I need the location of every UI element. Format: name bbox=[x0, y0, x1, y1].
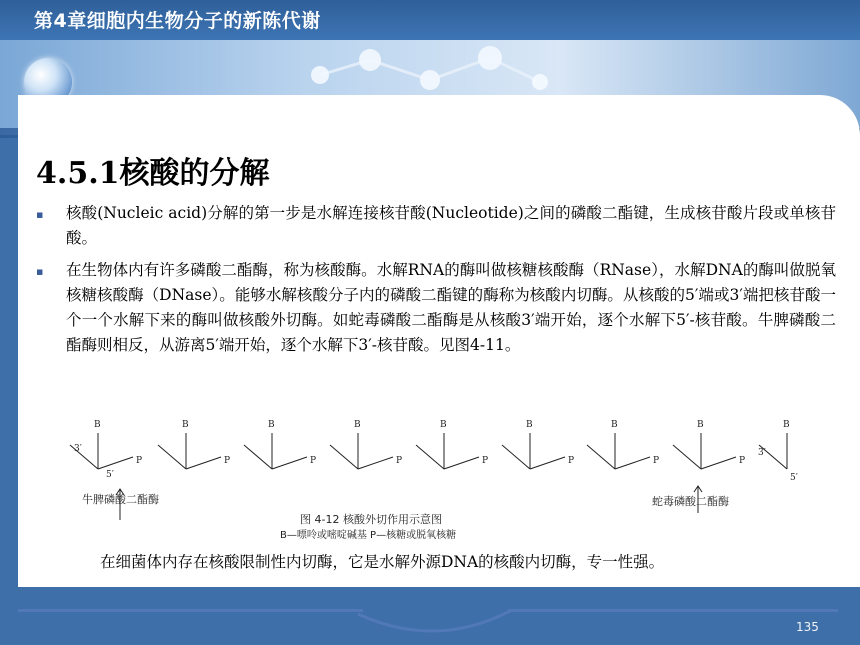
base-label: B bbox=[526, 420, 533, 430]
paragraph-1: 核酸(Nucleic acid)分解的第一步是水解连接核苷酸(Nucleotide)之间的磷酸二酯键，生成核苷酸片段或单核苷酸。 bbox=[66, 204, 836, 247]
left-enzyme-label: 牛脾磷酸二酯酶 bbox=[82, 493, 159, 506]
base-label: B bbox=[783, 420, 790, 430]
paragraph-2: 在生物体内有许多磷酸二酯酶，称为核酸酶。水解RNA的酶叫做核糖核酸酶（RNase），水解DNA的酶叫做脱氧核糖核酸酶（DNase）。能够水解核酸分子内的磷酸二酯键的酶称为核酸内切酶。从核酸的5′端或3′端把核苷酸一个一个水解下来的酶叫做核酸外切酶。如蛇毒磷酸二酯酶是从核酸3′端开始，逐个水解下5′-核苷酸。牛脾磷酸二酯酶则相反，从游离5′端开始，逐个水解下3′-核苷酸。见图4-11。 bbox=[66, 261, 836, 354]
page-number: 135 bbox=[796, 620, 819, 634]
figure-legend: B—嘌呤或嘧啶碱基 P—核糖或脱氧核糖 bbox=[280, 530, 457, 540]
phosphate-label: P bbox=[396, 456, 403, 466]
base-label: B bbox=[268, 420, 275, 430]
phosphate-label: P bbox=[568, 456, 575, 466]
bottom-arc-decoration bbox=[356, 600, 516, 640]
end5-label-left: 5′ bbox=[106, 470, 114, 480]
bottom-divider-left bbox=[18, 609, 363, 612]
exonuclease-figure bbox=[60, 405, 820, 540]
phosphate-label: P bbox=[224, 456, 231, 466]
base-label: B bbox=[354, 420, 361, 430]
bullet-marker: ▪ bbox=[36, 208, 44, 221]
base-label: B bbox=[611, 420, 618, 430]
base-label: B bbox=[182, 420, 189, 430]
end3-label-left: 3′ bbox=[74, 444, 82, 454]
figure-caption: 在细菌体内存在核酸限制性内切酶，它是水解外源DNA的核酸内切酶，专一性强。 bbox=[100, 553, 665, 571]
phosphate-label: P bbox=[482, 456, 489, 466]
figure-title: 图 4-12 核酸外切作用示意图 bbox=[300, 513, 442, 526]
end5-label-right: 5′ bbox=[790, 473, 798, 483]
base-label: B bbox=[94, 420, 101, 430]
right-enzyme-label: 蛇毒磷酸二酯酶 bbox=[652, 495, 729, 508]
end3-label-right: 3′ bbox=[758, 448, 766, 458]
bottom-divider-right bbox=[508, 609, 838, 612]
phosphate-label: P bbox=[653, 456, 660, 466]
phosphate-label: P bbox=[739, 456, 746, 466]
base-label: B bbox=[440, 420, 447, 430]
phosphate-label: P bbox=[136, 456, 143, 466]
phosphate-label: P bbox=[310, 456, 317, 466]
section-title: 4.5.1核酸的分解 bbox=[36, 156, 270, 191]
base-label: B bbox=[697, 420, 704, 430]
chapter-title: 第4章细胞内生物分子的新陈代谢 bbox=[34, 10, 321, 32]
bullet-marker: ▪ bbox=[36, 265, 44, 278]
